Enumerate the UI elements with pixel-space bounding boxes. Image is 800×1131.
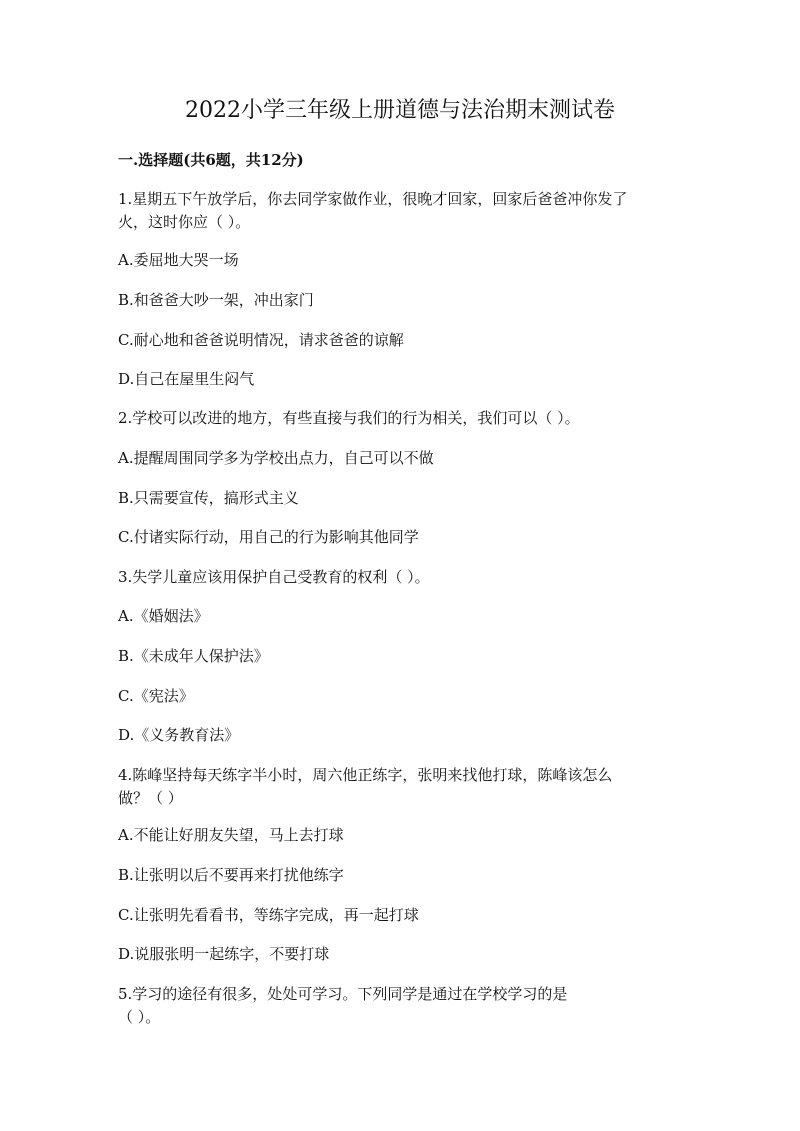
question-1-option-b: B.和爸爸大吵一架，冲出家门 <box>118 291 314 309</box>
question-4-option-b: B.让张明以后不要再来打扰他练字 <box>118 866 344 884</box>
question-5-text-cont: （ ）。 <box>118 1008 161 1026</box>
page-title: 2022小学三年级上册道德与法治期末测试卷 <box>185 98 615 123</box>
question-1-text: 1.星期五下午放学后，你去同学家做作业，很晚才回家，回家后爸爸冲你发了 <box>118 190 628 208</box>
question-1-option-a: A.委屈地大哭一场 <box>118 251 239 269</box>
section-heading: 一.选择题(共6题，共12分) <box>118 151 304 169</box>
question-4-option-c: C.让张明先看看书，等练字完成，再一起打球 <box>118 906 419 924</box>
question-4-text-cont: 做？（ ） <box>118 789 183 807</box>
question-2-option-a: A.提醒周围同学多为学校出点力，自己可以不做 <box>118 449 434 467</box>
question-2-option-b: B.只需要宣传，搞形式主义 <box>118 489 299 507</box>
question-1-text-cont: 火，这时你应（ ）。 <box>118 213 251 231</box>
question-4-text: 4.陈峰坚持每天练字半小时，周六他正练字，张明来找他打球，陈峰该怎么 <box>118 766 613 784</box>
question-3-text: 3.失学儿童应该用保护自己受教育的权利（ ）。 <box>118 568 430 586</box>
question-4-option-a: A.不能让好朋友失望，马上去打球 <box>118 826 344 844</box>
question-2-text: 2.学校可以改进的地方，有些直接与我们的行为相关，我们可以（ ）。 <box>118 409 580 427</box>
question-3-option-b: B.《未成年人保护法》 <box>118 647 269 665</box>
question-1-option-c: C.耐心地和爸爸说明情况，请求爸爸的谅解 <box>118 331 404 349</box>
question-3-option-d: D.《义务教育法》 <box>118 726 240 744</box>
question-3-option-c: C.《宪法》 <box>118 687 194 705</box>
question-2-option-c: C.付诸实际行动，用自己的行为影响其他同学 <box>118 528 419 546</box>
question-5-text: 5.学习的途径有很多，处处可学习。下列同学是通过在学校学习的是 <box>118 985 568 1003</box>
question-3-option-a: A.《婚姻法》 <box>118 607 209 625</box>
question-1-option-d: D.自己在屋里生闷气 <box>118 370 255 388</box>
question-4-option-d: D.说服张明一起练字，不要打球 <box>118 945 330 963</box>
